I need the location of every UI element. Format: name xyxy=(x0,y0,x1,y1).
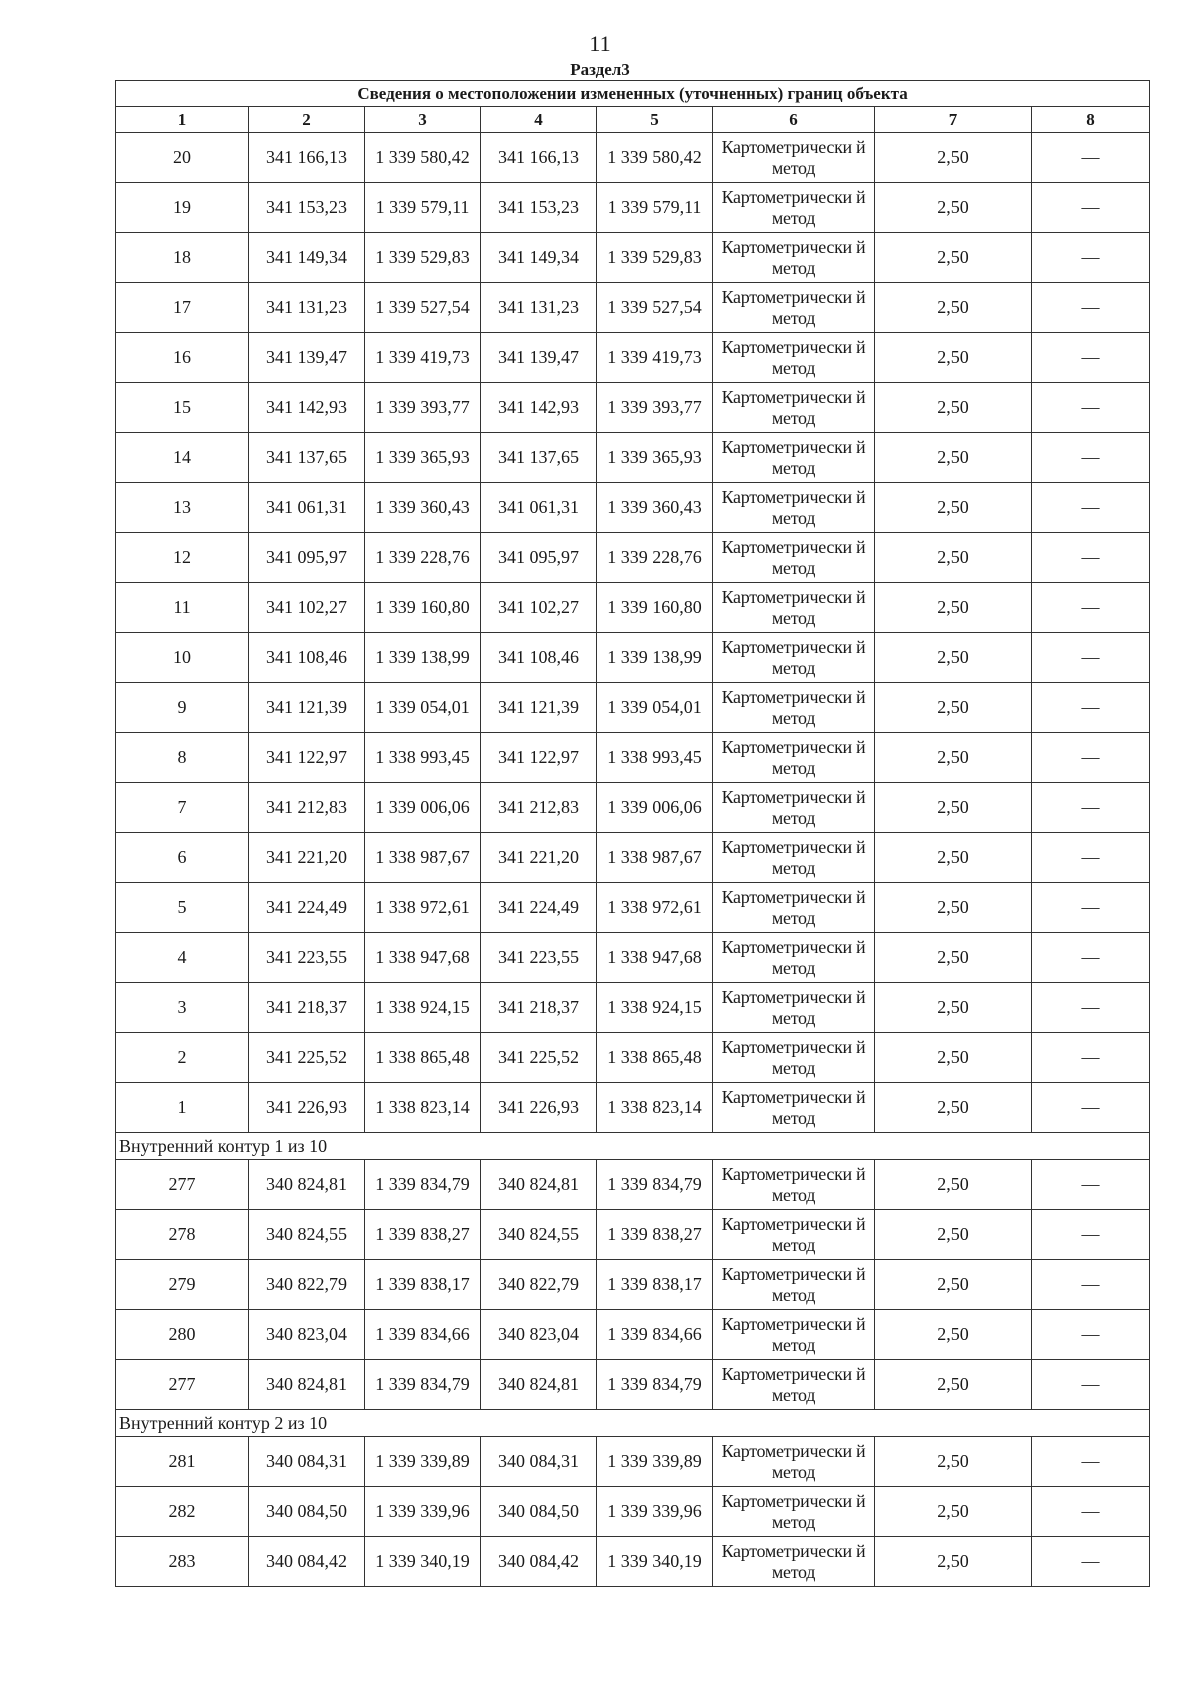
x-old-cell: 341 061,31 xyxy=(249,483,365,533)
description-cell: — xyxy=(1032,1487,1150,1537)
y-new-cell: 1 339 360,43 xyxy=(597,483,713,533)
accuracy-cell: 2,50 xyxy=(875,133,1032,183)
table-row xyxy=(116,133,1150,183)
x-old-cell: 341 095,97 xyxy=(249,533,365,583)
y-new-cell: 1 339 160,80 xyxy=(597,583,713,633)
table-row xyxy=(116,1437,1150,1487)
table-row xyxy=(116,833,1150,883)
point-number-cell: 4 xyxy=(116,933,249,983)
y-new-cell: 1 338 987,67 xyxy=(597,833,713,883)
description-cell: — xyxy=(1032,283,1150,333)
table-row xyxy=(116,1260,1150,1310)
method-cell: Картометрически й метод xyxy=(713,533,875,583)
y-old-cell: 1 338 865,48 xyxy=(365,1033,481,1083)
table-row xyxy=(116,1160,1150,1210)
y-new-cell: 1 339 838,17 xyxy=(597,1260,713,1310)
description-cell: — xyxy=(1032,983,1150,1033)
y-new-cell: 1 339 006,06 xyxy=(597,783,713,833)
column-number: 4 xyxy=(481,107,597,133)
contour-heading: Внутренний контур 1 из 10 xyxy=(116,1133,1150,1160)
y-old-cell: 1 338 823,14 xyxy=(365,1083,481,1133)
y-old-cell: 1 339 838,27 xyxy=(365,1210,481,1260)
column-number: 8 xyxy=(1032,107,1150,133)
accuracy-cell: 2,50 xyxy=(875,1260,1032,1310)
x-new-cell: 341 224,49 xyxy=(481,883,597,933)
x-old-cell: 341 142,93 xyxy=(249,383,365,433)
table-row xyxy=(116,783,1150,833)
table-row xyxy=(116,333,1150,383)
point-number-cell: 5 xyxy=(116,883,249,933)
x-new-cell: 341 108,46 xyxy=(481,633,597,683)
method-cell: Картометрически й метод xyxy=(713,333,875,383)
section-title: Раздел3 xyxy=(570,60,630,79)
method-cell: Картометрически й метод xyxy=(713,1537,875,1587)
y-old-cell: 1 339 838,17 xyxy=(365,1260,481,1310)
description-cell: — xyxy=(1032,1160,1150,1210)
method-cell: Картометрически й метод xyxy=(713,183,875,233)
y-old-cell: 1 338 924,15 xyxy=(365,983,481,1033)
x-new-cell: 340 084,31 xyxy=(481,1437,597,1487)
contour-heading: Внутренний контур 2 из 10 xyxy=(116,1410,1150,1437)
description-cell: — xyxy=(1032,333,1150,383)
x-old-cell: 341 102,27 xyxy=(249,583,365,633)
x-new-cell: 340 824,81 xyxy=(481,1360,597,1410)
x-old-cell: 341 212,83 xyxy=(249,783,365,833)
x-new-cell: 341 095,97 xyxy=(481,533,597,583)
table-row xyxy=(116,283,1150,333)
y-old-cell: 1 339 365,93 xyxy=(365,433,481,483)
accuracy-cell: 2,50 xyxy=(875,383,1032,433)
table-caption: Сведения о местоположении измененных (уточненных) границ объекта xyxy=(116,81,1150,107)
y-old-cell: 1 339 339,89 xyxy=(365,1437,481,1487)
accuracy-cell: 2,50 xyxy=(875,833,1032,883)
y-new-cell: 1 338 972,61 xyxy=(597,883,713,933)
x-new-cell: 341 122,97 xyxy=(481,733,597,783)
coordinates-table xyxy=(115,80,1150,1587)
x-new-cell: 341 137,65 xyxy=(481,433,597,483)
method-cell: Картометрически й метод xyxy=(713,1437,875,1487)
column-number: 7 xyxy=(875,107,1032,133)
y-new-cell: 1 339 834,66 xyxy=(597,1310,713,1360)
description-cell: — xyxy=(1032,1260,1150,1310)
accuracy-cell: 2,50 xyxy=(875,983,1032,1033)
x-old-cell: 341 166,13 xyxy=(249,133,365,183)
table-row xyxy=(116,733,1150,783)
x-new-cell: 341 218,37 xyxy=(481,983,597,1033)
description-cell: — xyxy=(1032,833,1150,883)
y-new-cell: 1 339 339,89 xyxy=(597,1437,713,1487)
x-old-cell: 340 084,50 xyxy=(249,1487,365,1537)
point-number-cell: 278 xyxy=(116,1210,249,1260)
y-new-cell: 1 338 924,15 xyxy=(597,983,713,1033)
y-new-cell: 1 339 340,19 xyxy=(597,1537,713,1587)
point-number-cell: 16 xyxy=(116,333,249,383)
description-cell: — xyxy=(1032,1210,1150,1260)
x-new-cell: 341 212,83 xyxy=(481,783,597,833)
table-row xyxy=(116,1210,1150,1260)
accuracy-cell: 2,50 xyxy=(875,1210,1032,1260)
x-new-cell: 341 061,31 xyxy=(481,483,597,533)
x-new-cell: 340 824,55 xyxy=(481,1210,597,1260)
y-new-cell: 1 338 865,48 xyxy=(597,1033,713,1083)
column-number-row xyxy=(116,107,1150,133)
method-cell: Картометрически й метод xyxy=(713,683,875,733)
page-number: 11 xyxy=(589,31,611,56)
y-new-cell: 1 339 580,42 xyxy=(597,133,713,183)
table-row xyxy=(116,1033,1150,1083)
x-new-cell: 341 131,23 xyxy=(481,283,597,333)
y-old-cell: 1 339 360,43 xyxy=(365,483,481,533)
table-caption-row xyxy=(116,81,1150,107)
x-old-cell: 341 224,49 xyxy=(249,883,365,933)
x-new-cell: 340 823,04 xyxy=(481,1310,597,1360)
y-old-cell: 1 339 228,76 xyxy=(365,533,481,583)
point-number-cell: 277 xyxy=(116,1160,249,1210)
description-cell: — xyxy=(1032,1310,1150,1360)
y-new-cell: 1 339 138,99 xyxy=(597,633,713,683)
x-old-cell: 341 131,23 xyxy=(249,283,365,333)
y-old-cell: 1 339 580,42 xyxy=(365,133,481,183)
y-old-cell: 1 339 527,54 xyxy=(365,283,481,333)
table-row xyxy=(116,883,1150,933)
y-new-cell: 1 339 834,79 xyxy=(597,1360,713,1410)
description-cell: — xyxy=(1032,583,1150,633)
point-number-cell: 19 xyxy=(116,183,249,233)
y-old-cell: 1 339 138,99 xyxy=(365,633,481,683)
y-new-cell: 1 338 993,45 xyxy=(597,733,713,783)
x-new-cell: 341 121,39 xyxy=(481,683,597,733)
method-cell: Картометрически й метод xyxy=(713,1083,875,1133)
x-old-cell: 341 226,93 xyxy=(249,1083,365,1133)
point-number-cell: 17 xyxy=(116,283,249,333)
accuracy-cell: 2,50 xyxy=(875,333,1032,383)
accuracy-cell: 2,50 xyxy=(875,1310,1032,1360)
accuracy-cell: 2,50 xyxy=(875,533,1032,583)
table-row xyxy=(116,183,1150,233)
y-new-cell: 1 339 529,83 xyxy=(597,233,713,283)
point-number-cell: 8 xyxy=(116,733,249,783)
point-number-cell: 1 xyxy=(116,1083,249,1133)
y-old-cell: 1 339 160,80 xyxy=(365,583,481,633)
point-number-cell: 14 xyxy=(116,433,249,483)
method-cell: Картометрически й метод xyxy=(713,483,875,533)
x-new-cell: 341 225,52 xyxy=(481,1033,597,1083)
method-cell: Картометрически й метод xyxy=(713,633,875,683)
accuracy-cell: 2,50 xyxy=(875,1160,1032,1210)
point-number-cell: 13 xyxy=(116,483,249,533)
table-row xyxy=(116,233,1150,283)
x-old-cell: 340 824,55 xyxy=(249,1210,365,1260)
column-number: 3 xyxy=(365,107,481,133)
method-cell: Картометрически й метод xyxy=(713,233,875,283)
x-new-cell: 341 142,93 xyxy=(481,383,597,433)
description-cell: — xyxy=(1032,433,1150,483)
y-old-cell: 1 338 987,67 xyxy=(365,833,481,883)
method-cell: Картометрически й метод xyxy=(713,583,875,633)
x-old-cell: 341 225,52 xyxy=(249,1033,365,1083)
y-old-cell: 1 339 834,66 xyxy=(365,1310,481,1360)
description-cell: — xyxy=(1032,883,1150,933)
table-row xyxy=(116,683,1150,733)
table-row xyxy=(116,983,1150,1033)
x-old-cell: 341 221,20 xyxy=(249,833,365,883)
y-new-cell: 1 339 228,76 xyxy=(597,533,713,583)
table-row xyxy=(116,383,1150,433)
table-row xyxy=(116,1537,1150,1587)
table-row xyxy=(116,1310,1150,1360)
x-old-cell: 340 084,42 xyxy=(249,1537,365,1587)
method-cell: Картометрически й метод xyxy=(713,833,875,883)
table-row xyxy=(116,633,1150,683)
accuracy-cell: 2,50 xyxy=(875,233,1032,283)
x-new-cell: 341 226,93 xyxy=(481,1083,597,1133)
accuracy-cell: 2,50 xyxy=(875,1487,1032,1537)
x-new-cell: 340 824,81 xyxy=(481,1160,597,1210)
y-old-cell: 1 339 340,19 xyxy=(365,1537,481,1587)
point-number-cell: 2 xyxy=(116,1033,249,1083)
x-old-cell: 341 139,47 xyxy=(249,333,365,383)
x-old-cell: 341 218,37 xyxy=(249,983,365,1033)
point-number-cell: 282 xyxy=(116,1487,249,1537)
table-row xyxy=(116,933,1150,983)
x-new-cell: 341 139,47 xyxy=(481,333,597,383)
method-cell: Картометрически й метод xyxy=(713,1160,875,1210)
x-old-cell: 341 121,39 xyxy=(249,683,365,733)
description-cell: — xyxy=(1032,483,1150,533)
accuracy-cell: 2,50 xyxy=(875,883,1032,933)
method-cell: Картометрически й метод xyxy=(713,1310,875,1360)
x-new-cell: 341 153,23 xyxy=(481,183,597,233)
method-cell: Картометрически й метод xyxy=(713,1033,875,1083)
y-new-cell: 1 339 838,27 xyxy=(597,1210,713,1260)
accuracy-cell: 2,50 xyxy=(875,683,1032,733)
table-row xyxy=(116,1360,1150,1410)
x-old-cell: 340 823,04 xyxy=(249,1310,365,1360)
y-old-cell: 1 339 339,96 xyxy=(365,1487,481,1537)
accuracy-cell: 2,50 xyxy=(875,283,1032,333)
y-old-cell: 1 338 993,45 xyxy=(365,733,481,783)
description-cell: — xyxy=(1032,533,1150,583)
point-number-cell: 20 xyxy=(116,133,249,183)
table-row xyxy=(116,433,1150,483)
y-new-cell: 1 338 947,68 xyxy=(597,933,713,983)
description-cell: — xyxy=(1032,783,1150,833)
accuracy-cell: 2,50 xyxy=(875,1033,1032,1083)
x-old-cell: 341 153,23 xyxy=(249,183,365,233)
method-cell: Картометрически й метод xyxy=(713,733,875,783)
accuracy-cell: 2,50 xyxy=(875,483,1032,533)
x-new-cell: 341 166,13 xyxy=(481,133,597,183)
point-number-cell: 11 xyxy=(116,583,249,633)
point-number-cell: 15 xyxy=(116,383,249,433)
method-cell: Картометрически й метод xyxy=(713,933,875,983)
x-old-cell: 340 084,31 xyxy=(249,1437,365,1487)
description-cell: — xyxy=(1032,383,1150,433)
description-cell: — xyxy=(1032,683,1150,733)
y-old-cell: 1 338 972,61 xyxy=(365,883,481,933)
contour-heading-row xyxy=(116,1133,1150,1160)
x-new-cell: 341 102,27 xyxy=(481,583,597,633)
point-number-cell: 281 xyxy=(116,1437,249,1487)
y-old-cell: 1 339 529,83 xyxy=(365,233,481,283)
column-number: 1 xyxy=(116,107,249,133)
column-number: 6 xyxy=(713,107,875,133)
x-new-cell: 341 149,34 xyxy=(481,233,597,283)
x-old-cell: 341 223,55 xyxy=(249,933,365,983)
description-cell: — xyxy=(1032,1033,1150,1083)
description-cell: — xyxy=(1032,1360,1150,1410)
method-cell: Картометрически й метод xyxy=(713,1210,875,1260)
y-new-cell: 1 339 419,73 xyxy=(597,333,713,383)
x-old-cell: 340 824,81 xyxy=(249,1160,365,1210)
accuracy-cell: 2,50 xyxy=(875,733,1032,783)
point-number-cell: 279 xyxy=(116,1260,249,1310)
y-old-cell: 1 339 579,11 xyxy=(365,183,481,233)
accuracy-cell: 2,50 xyxy=(875,783,1032,833)
x-old-cell: 341 137,65 xyxy=(249,433,365,483)
method-cell: Картометрически й метод xyxy=(713,433,875,483)
method-cell: Картометрически й метод xyxy=(713,783,875,833)
method-cell: Картометрически й метод xyxy=(713,883,875,933)
y-old-cell: 1 339 006,06 xyxy=(365,783,481,833)
accuracy-cell: 2,50 xyxy=(875,433,1032,483)
point-number-cell: 3 xyxy=(116,983,249,1033)
accuracy-cell: 2,50 xyxy=(875,1537,1032,1587)
y-old-cell: 1 339 834,79 xyxy=(365,1160,481,1210)
description-cell: — xyxy=(1032,633,1150,683)
accuracy-cell: 2,50 xyxy=(875,183,1032,233)
x-old-cell: 341 122,97 xyxy=(249,733,365,783)
y-old-cell: 1 339 393,77 xyxy=(365,383,481,433)
table-body xyxy=(116,133,1150,1587)
x-old-cell: 340 824,81 xyxy=(249,1360,365,1410)
point-number-cell: 18 xyxy=(116,233,249,283)
y-new-cell: 1 339 527,54 xyxy=(597,283,713,333)
method-cell: Картометрически й метод xyxy=(713,283,875,333)
point-number-cell: 283 xyxy=(116,1537,249,1587)
x-new-cell: 340 084,42 xyxy=(481,1537,597,1587)
y-new-cell: 1 339 054,01 xyxy=(597,683,713,733)
table-row xyxy=(116,1083,1150,1133)
x-new-cell: 340 822,79 xyxy=(481,1260,597,1310)
y-new-cell: 1 339 393,77 xyxy=(597,383,713,433)
x-old-cell: 340 822,79 xyxy=(249,1260,365,1310)
method-cell: Картометрически й метод xyxy=(713,1360,875,1410)
y-old-cell: 1 339 054,01 xyxy=(365,683,481,733)
x-old-cell: 341 108,46 xyxy=(249,633,365,683)
x-new-cell: 340 084,50 xyxy=(481,1487,597,1537)
description-cell: — xyxy=(1032,933,1150,983)
description-cell: — xyxy=(1032,233,1150,283)
y-new-cell: 1 339 365,93 xyxy=(597,433,713,483)
y-new-cell: 1 339 579,11 xyxy=(597,183,713,233)
point-number-cell: 280 xyxy=(116,1310,249,1360)
description-cell: — xyxy=(1032,1537,1150,1587)
point-number-cell: 7 xyxy=(116,783,249,833)
column-number: 5 xyxy=(597,107,713,133)
method-cell: Картометрически й метод xyxy=(713,983,875,1033)
y-new-cell: 1 339 834,79 xyxy=(597,1160,713,1210)
accuracy-cell: 2,50 xyxy=(875,933,1032,983)
contour-heading-row xyxy=(116,1410,1150,1437)
x-old-cell: 341 149,34 xyxy=(249,233,365,283)
point-number-cell: 277 xyxy=(116,1360,249,1410)
method-cell: Картометрически й метод xyxy=(713,1487,875,1537)
table-row xyxy=(116,483,1150,533)
y-old-cell: 1 339 834,79 xyxy=(365,1360,481,1410)
table-row xyxy=(116,1487,1150,1537)
y-old-cell: 1 338 947,68 xyxy=(365,933,481,983)
point-number-cell: 10 xyxy=(116,633,249,683)
description-cell: — xyxy=(1032,733,1150,783)
accuracy-cell: 2,50 xyxy=(875,583,1032,633)
x-new-cell: 341 221,20 xyxy=(481,833,597,883)
accuracy-cell: 2,50 xyxy=(875,1360,1032,1410)
point-number-cell: 6 xyxy=(116,833,249,883)
method-cell: Картометрически й метод xyxy=(713,383,875,433)
point-number-cell: 9 xyxy=(116,683,249,733)
y-new-cell: 1 339 339,96 xyxy=(597,1487,713,1537)
accuracy-cell: 2,50 xyxy=(875,1437,1032,1487)
accuracy-cell: 2,50 xyxy=(875,633,1032,683)
table-row xyxy=(116,583,1150,633)
description-cell: — xyxy=(1032,1437,1150,1487)
description-cell: — xyxy=(1032,1083,1150,1133)
method-cell: Картометрически й метод xyxy=(713,133,875,183)
accuracy-cell: 2,50 xyxy=(875,1083,1032,1133)
column-number: 2 xyxy=(249,107,365,133)
method-cell: Картометрически й метод xyxy=(713,1260,875,1310)
description-cell: — xyxy=(1032,133,1150,183)
x-new-cell: 341 223,55 xyxy=(481,933,597,983)
y-new-cell: 1 338 823,14 xyxy=(597,1083,713,1133)
point-number-cell: 12 xyxy=(116,533,249,583)
table-row xyxy=(116,533,1150,583)
y-old-cell: 1 339 419,73 xyxy=(365,333,481,383)
description-cell: — xyxy=(1032,183,1150,233)
